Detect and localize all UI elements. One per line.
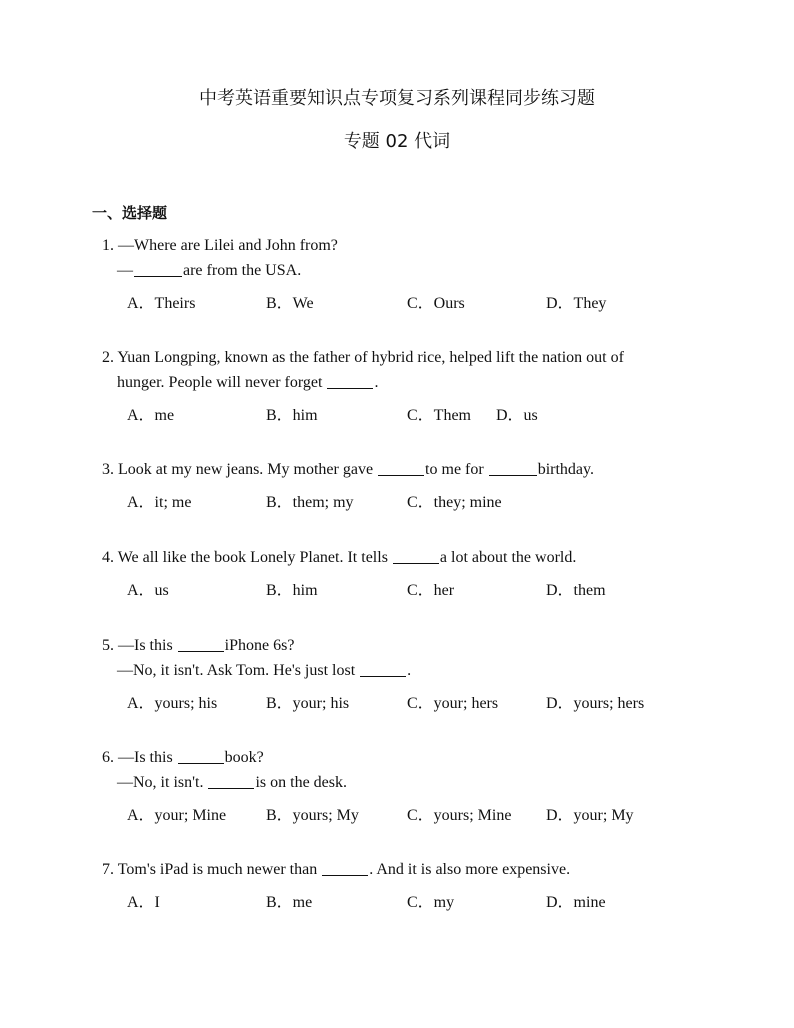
option-d[interactable]: D．them (546, 582, 606, 599)
question-7-text: 7. Tom's iPad is much newer than (102, 861, 318, 878)
question-6-line-2 (102, 770, 347, 795)
option-a[interactable]: A．me (127, 407, 175, 424)
option-d[interactable]: D．yours; hers (546, 695, 645, 712)
document-title: 中考英语重要知识点专项复习系列课程同步练习题 (199, 88, 595, 109)
question-5-text-end: iPhone 6s? (224, 637, 295, 654)
question-4-text: 4. We all like the book Lonely Planet. It tells (102, 549, 388, 566)
question-2 (102, 345, 624, 428)
question-4-options (102, 578, 606, 603)
question-3 (102, 457, 594, 515)
option-b[interactable]: B．me (266, 894, 313, 911)
option-b[interactable]: B．yours; My (266, 807, 359, 824)
option-a[interactable]: A．Theirs (127, 295, 196, 312)
option-a[interactable]: A．us (127, 582, 169, 599)
question-1 (102, 233, 607, 316)
option-c[interactable]: C．Them (407, 407, 471, 424)
option-b[interactable]: B．them; my (266, 494, 354, 511)
question-2-text: hunger. People will never forget (117, 374, 323, 391)
question-6-reply: —No, it isn't. (117, 774, 204, 791)
question-2-text-end: . (374, 374, 379, 391)
question-7-text-end: . And it is also more expensive. (369, 861, 571, 878)
answer-blank-2 (489, 458, 537, 476)
option-a[interactable]: A．it; me (127, 494, 192, 511)
answer-blank-1 (178, 746, 224, 764)
section-heading: 一、选择题 (92, 204, 168, 222)
question-7-options (102, 890, 606, 915)
question-3-text: 3. Look at my new jeans. My mother gave (102, 461, 374, 478)
answer-blank (134, 259, 182, 277)
question-7 (102, 857, 606, 915)
question-3-options (102, 490, 594, 515)
answer-blank-2 (360, 659, 406, 677)
question-5 (102, 633, 645, 716)
option-d[interactable]: D．us (496, 407, 538, 424)
option-c[interactable]: C．her (407, 582, 455, 599)
option-c[interactable]: C．Ours (407, 295, 465, 312)
option-c[interactable]: C．yours; Mine (407, 807, 512, 824)
question-5-options (102, 691, 645, 716)
option-b[interactable]: B．your; his (266, 695, 350, 712)
question-4 (102, 545, 606, 603)
question-6-text-end: book? (224, 749, 264, 766)
option-d[interactable]: D．your; My (546, 807, 634, 824)
option-c[interactable]: C．my (407, 894, 455, 911)
answer-blank-1 (178, 634, 224, 652)
option-c[interactable]: C．they; mine (407, 494, 502, 511)
question-6 (102, 745, 634, 828)
question-6-options (102, 803, 634, 828)
answer-blank (393, 546, 439, 564)
answer-blank-1 (378, 458, 424, 476)
question-6-line-1 (102, 745, 347, 770)
option-a[interactable]: A．your; Mine (127, 807, 227, 824)
question-3-line-1 (102, 457, 594, 482)
question-2-line-1: 2. Yuan Longping, known as the father of hybrid rice, helped lift the nation out of (102, 349, 624, 366)
question-5-line-2 (102, 658, 411, 683)
answer-blank (322, 858, 368, 876)
question-1-text-end: are from the USA. (183, 262, 302, 279)
question-5-reply-end: . (407, 662, 412, 679)
document-subtitle: 专题 02 代词 (343, 131, 451, 152)
question-1-options (102, 291, 607, 316)
option-a[interactable]: A．I (127, 894, 160, 911)
question-1-line-2 (102, 258, 338, 283)
question-4-line-1 (102, 545, 576, 570)
question-2-line-2 (102, 370, 624, 395)
dash: — (117, 262, 133, 279)
question-6-reply-end: is on the desk. (255, 774, 347, 791)
option-b[interactable]: B．him (266, 582, 318, 599)
option-a[interactable]: A．yours; his (127, 695, 218, 712)
question-5-text: 5. —Is this (102, 637, 173, 654)
question-5-reply: —No, it isn't. Ask Tom. He's just lost (117, 662, 356, 679)
question-2-options (102, 403, 624, 428)
option-b[interactable]: B．We (266, 295, 314, 312)
question-3-text-end: birthday. (537, 461, 594, 478)
answer-blank-2 (208, 771, 254, 789)
option-c[interactable]: C．your; hers (407, 695, 499, 712)
question-7-line-1 (102, 857, 570, 882)
option-d[interactable]: D．They (546, 295, 607, 312)
question-4-text-end: a lot about the world. (439, 549, 577, 566)
option-d[interactable]: D．mine (546, 894, 606, 911)
question-3-text-mid: to me for (425, 461, 484, 478)
question-1-line-1: 1. —Where are Lilei and John from? (102, 237, 338, 254)
question-5-line-1 (102, 633, 411, 658)
option-b[interactable]: B．him (266, 407, 318, 424)
answer-blank (327, 371, 373, 389)
question-6-text: 6. —Is this (102, 749, 173, 766)
